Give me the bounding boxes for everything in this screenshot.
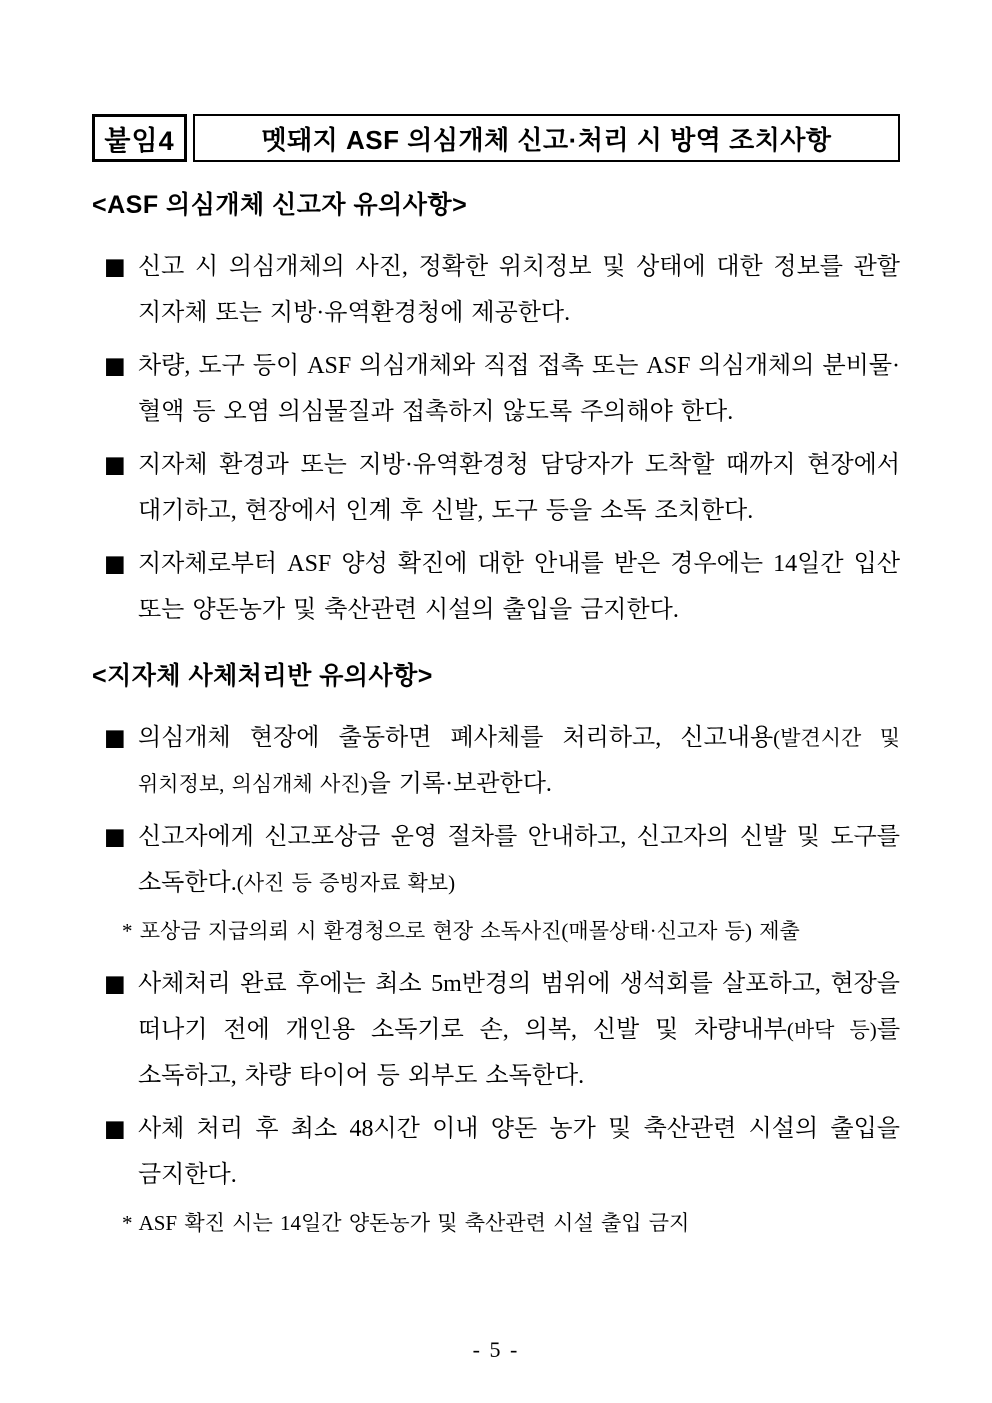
square-bullet-icon: ■	[104, 551, 126, 577]
item-text: 을 기록·보관한다.	[367, 771, 552, 797]
list-item	[92, 442, 900, 534]
square-bullet-icon: ■	[104, 1116, 126, 1142]
item-text: 의심개체 현장에 출동하면 폐사체를 처리하고, 신고내용	[138, 725, 774, 751]
square-bullet-icon: ■	[104, 254, 126, 280]
list-item	[92, 961, 900, 1099]
item-text: 신고 시 의심개체의 사진, 정확한 위치정보 및 상태에 대한 정보를 관할 지자체 또는 지방·유역환경청에 제공한다.	[138, 254, 900, 326]
square-bullet-icon: ■	[104, 971, 126, 997]
list-item	[92, 715, 900, 807]
page-number: - 5 -	[472, 1337, 520, 1362]
item-text: 사체 처리 후 최소 48시간 이내 양돈 농가 및 축산관련 시설의 출입을 금지한다.	[138, 1116, 900, 1188]
square-bullet-icon: ■	[104, 353, 126, 379]
footnote-asf-confirmed: * ASF 확진 시는 14일간 양돈농가 및 축산관련 시설 출입 금지	[122, 1211, 690, 1235]
item-text: 지자체 환경과 또는 지방·유역환경청 담당자가 도착할 때까지 현장에서 대기하고, 현장에서 인계 후 신발, 도구 등을 소독 조치한다.	[138, 452, 900, 524]
item-text: 지자체로부터 ASF 양성 확진에 대한 안내를 받은 경우에는 14일간 입산 또는 양돈농가 및 축산관련 시설의 출입을 금지한다.	[138, 551, 900, 623]
item-text: 차량, 도구 등이 ASF 의심개체와 직접 접촉 또는 ASF 의심개체의 분비물·혈액 등 오염 의심물질과 접촉하지 않도록 주의해야 한다.	[138, 353, 900, 425]
item-paren-text: (발견시간 및 위치정보, 의심개체 사진)	[138, 726, 900, 796]
section-heading-disposal-team: <지자체 사체처리반 유의사항>	[92, 662, 433, 690]
attachment-badge: 붙임4	[92, 114, 187, 162]
square-bullet-icon: ■	[104, 824, 126, 850]
list-item	[92, 1106, 900, 1198]
square-bullet-icon: ■	[104, 452, 126, 478]
section-reporter-precautions	[92, 190, 900, 633]
section-heading-reporter: <ASF 의심개체 신고자 유의사항>	[92, 191, 468, 219]
document-title: 멧돼지 ASF 의심개체 신고·처리 시 방역 조치사항	[193, 114, 900, 162]
item-paren-text: (사진 등 증빙자료 확보)	[236, 871, 456, 895]
list-item	[92, 814, 900, 906]
item-text: 사체처리 완료 후에는 최소 5m반경의 범위에 생석회를 살포하고, 현장을 떠나기 전에 개인용 소독기로 손, 의복, 신발 및 차량내부	[138, 971, 900, 1043]
footnote-reward-request: * 포상금 지급의뢰 시 환경청으로 현장 소독사진(매몰상태·신고자 등) 제출	[122, 919, 800, 943]
list-item	[92, 541, 900, 633]
section-disposal-team-precautions	[92, 661, 900, 1241]
list-item	[92, 244, 900, 336]
item-text: 를 소독하고, 차량 타이어 등 외부도 소독한다.	[138, 1017, 900, 1089]
attachment-header	[92, 114, 900, 162]
item-text: 신고자에게 신고포상금 운영 절차를 안내하고, 신고자의 신발 및 도구를 소독한다.	[138, 824, 900, 896]
square-bullet-icon: ■	[104, 725, 126, 751]
item-paren-text: (바닥 등)	[786, 1018, 877, 1042]
list-item	[92, 343, 900, 435]
